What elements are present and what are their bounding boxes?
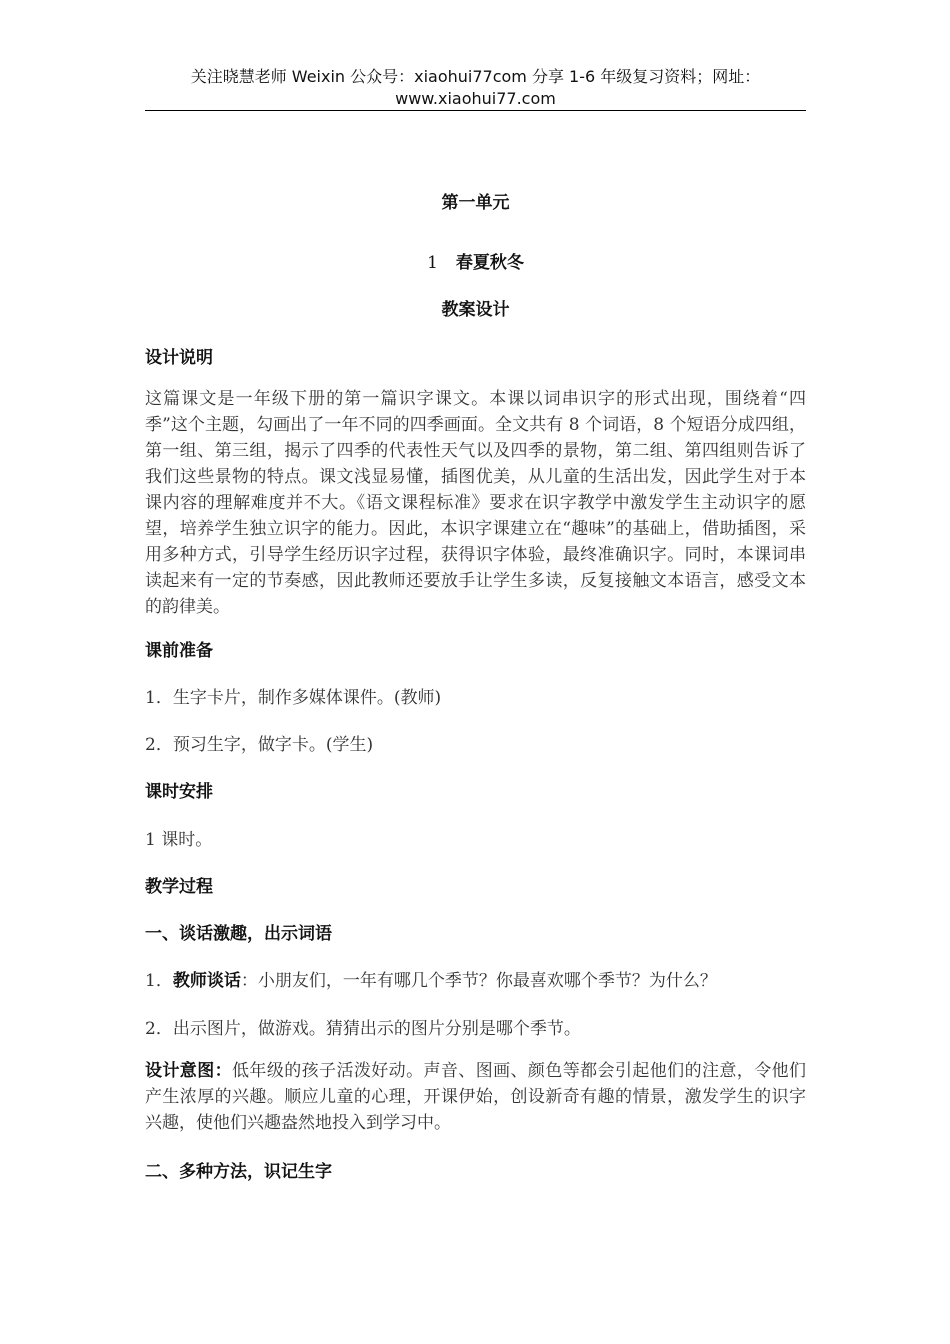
preparation-item-2: 2．预习生字，做字卡。(学生)	[145, 735, 374, 755]
header-line-2: www.xiaohui77.com	[395, 89, 556, 108]
design-note-heading: 设计说明	[145, 348, 213, 368]
part2-heading: 二、多种方法，识记生字	[145, 1162, 332, 1182]
design-intent-text: 低年级的孩子活泼好动。声音、图画、颜色等都会引起他们的注意，令他们产生浓厚的兴趣。顺应儿童的心理，开课伊始，创设新奇有趣的情景，激发学生的识字兴趣，使他们兴趣盎然地投入到学习中。	[145, 1061, 807, 1133]
lesson-title	[145, 248, 806, 273]
header-divider	[145, 110, 806, 111]
preparation-item-1: 1．生字卡片，制作多媒体课件。(教师)	[145, 688, 442, 708]
part1-heading: 一、谈话激趣，出示词语	[145, 924, 332, 944]
part1-item-1	[145, 966, 717, 991]
unit-title: 第一单元	[441, 193, 510, 213]
preparation-heading: 课前准备	[145, 641, 213, 661]
item-number: 1．	[145, 971, 173, 991]
design-intent-label: 设计意图：	[145, 1061, 233, 1081]
design-intent	[145, 1058, 806, 1136]
lesson-name: 春夏秋冬	[455, 253, 524, 273]
item-label: 教师谈话	[172, 971, 241, 991]
schedule-value: 1 课时。	[145, 830, 213, 850]
section-title: 教案设计	[441, 300, 510, 320]
part1-item-2: 2．出示图片，做游戏。猜猜出示的图片分别是哪个季节。	[145, 1019, 581, 1039]
design-note-body: 这篇课文是一年级下册的第一篇识字课文。本课以词串识字的形式出现，围绕着“四季”这个主题，勾画出了一年不同的四季画面。全文共有 8 个词语，8 个短语分成四组，第一组、第三组，揭示了四季的代表性天气以及四季的景物，第二组、第四组则告诉了我们这些景物的特点。课文浅显易懂，插图优美，从儿童的生活出发，因此学生对于本课内容的理解难度并不大。《语文课程标准》要求在识字教学中激发学生主动识字的愿望，培养学生独立识字的能力。因此，本识字课建立在“趣味”的基础上，借助插图，采用多种方式，引导学生经历识字过程，获得识字体验，最终准确识字。同时，本课词串读起来有一定的节奏感，因此教师还要放手让学生多读，反复接触文本语言，感受文本的韵律美。	[145, 389, 806, 617]
header-line-1: 关注晓慧老师 Weixin 公众号：xiaohui77com 分享 1-6 年级复习资料；网址：	[190, 67, 761, 86]
lesson-number: 1	[427, 253, 438, 273]
schedule-heading: 课时安排	[145, 782, 213, 802]
item-text: ：小朋友们，一年有哪几个季节？你最喜欢哪个季节？为什么？	[240, 971, 717, 991]
page-header	[145, 66, 806, 110]
process-heading: 教学过程	[145, 877, 213, 897]
